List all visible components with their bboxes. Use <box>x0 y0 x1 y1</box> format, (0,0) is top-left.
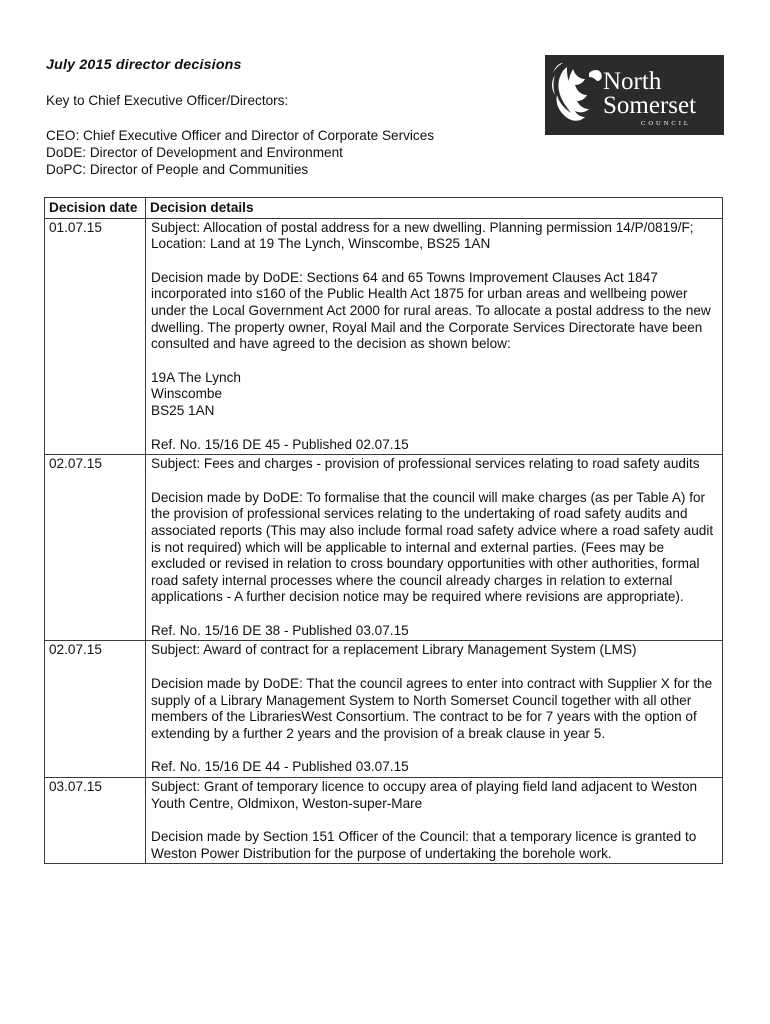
decision-date: 01.07.15 <box>45 218 146 455</box>
key-item-dopc: DoPC: Director of People and Communities <box>46 162 309 177</box>
decision-date: 02.07.15 <box>45 455 146 641</box>
key-heading: Key to Chief Executive Officer/Directors: <box>46 93 289 108</box>
decision-reference: Ref. No. 15/16 DE 44 - Published 03.07.15 <box>151 759 409 775</box>
table-header-row <box>45 198 723 219</box>
logo-text-somerset: Somerset <box>603 92 697 119</box>
decision-body: Decision made by DoDE: Sections 64 and 65 Towns Improvement Clauses Act 1847 incorporated into s160 of the Public Health Act 1875 for urban areas and wellbeing power under the Local Government Act 2000 for rural areas. To allocate a postal address to the new dwelling. The property owner, Royal Mail and the Corporate Services Directorate have been consulted and have agreed to the decision as shown below: <box>151 269 711 352</box>
decision-body: Decision made by Section 151 Officer of the Council: that a temporary licence is granted to Weston Power Distribution for the purpose of undertaking the borehole work. <box>151 829 697 861</box>
decision-reference: Ref. No. 15/16 DE 45 - Published 02.07.15 <box>151 436 409 452</box>
header-decision-date: Decision date <box>45 198 146 219</box>
address-line: Winscombe <box>151 386 223 402</box>
decision-body: Decision made by DoDE: To formalise that the council will make charges (as per Table A) for the provision of professional services relating to the undertaking of road safety audits and associated reports (This may also include formal road safety advice where a road safety audit is not required) which will be applicable to internal and external parties. (Fees may be excluded or revised in relation to cross boundary opportunities with other authorities, formal road safety internal processes where the council already charges in relation to external applications - A further decision notice may be required where revisions are appropriate). <box>151 489 714 605</box>
table-row <box>45 218 723 455</box>
table-row <box>45 641 723 778</box>
key-item-dode: DoDE: Director of Development and Environment <box>46 145 343 160</box>
logo-text-north: North <box>603 68 662 95</box>
table-row <box>45 455 723 641</box>
key-item-ceo: CEO: Chief Executive Officer and Director of Corporate Services <box>46 128 435 143</box>
address-line: 19A The Lynch <box>151 369 241 385</box>
page-title: July 2015 director decisions <box>46 57 242 73</box>
key-list <box>46 127 434 178</box>
north-somerset-council-logo <box>545 55 724 135</box>
postal-address <box>151 370 720 420</box>
decision-subject: Subject: Grant of temporary licence to occupy area of playing field land adjacent to Weston Youth Centre, Oldmixon, Weston-super-Mare <box>151 779 698 811</box>
dragon-icon <box>552 63 602 121</box>
decision-subject: Subject: Fees and charges - provision of professional services relating to road safety audits <box>151 456 700 472</box>
decision-subject: Subject: Award of contract for a replacement Library Management System (LMS) <box>151 642 637 658</box>
decisions-table <box>44 197 723 864</box>
address-line: BS25 1AN <box>151 402 215 418</box>
decision-details <box>146 641 723 778</box>
decision-details <box>146 778 723 864</box>
decision-body: Decision made by DoDE: That the council agrees to enter into contract with Supplier X for the supply of a Library Management System to North Somerset Council together with all other members of the LibrariesWest Consortium. The contract to be for 7 years with the option of extending by a further 2 years and the provision of a break clause in year 5. <box>151 676 713 741</box>
decision-date: 03.07.15 <box>45 778 146 864</box>
table-row <box>45 778 723 864</box>
header-decision-details: Decision details <box>146 198 723 219</box>
decision-subject: Subject: Allocation of postal address for a new dwelling. Planning permission 14/P/0819/F; Location: Land at 19 The Lynch, Winscombe, BS25 1AN <box>151 219 694 252</box>
decision-reference: Ref. No. 15/16 DE 38 - Published 03.07.15 <box>151 622 409 638</box>
decision-details <box>146 455 723 641</box>
logo-text-council: COUNCIL <box>641 120 691 127</box>
decision-details <box>146 218 723 455</box>
decision-date: 02.07.15 <box>45 641 146 778</box>
